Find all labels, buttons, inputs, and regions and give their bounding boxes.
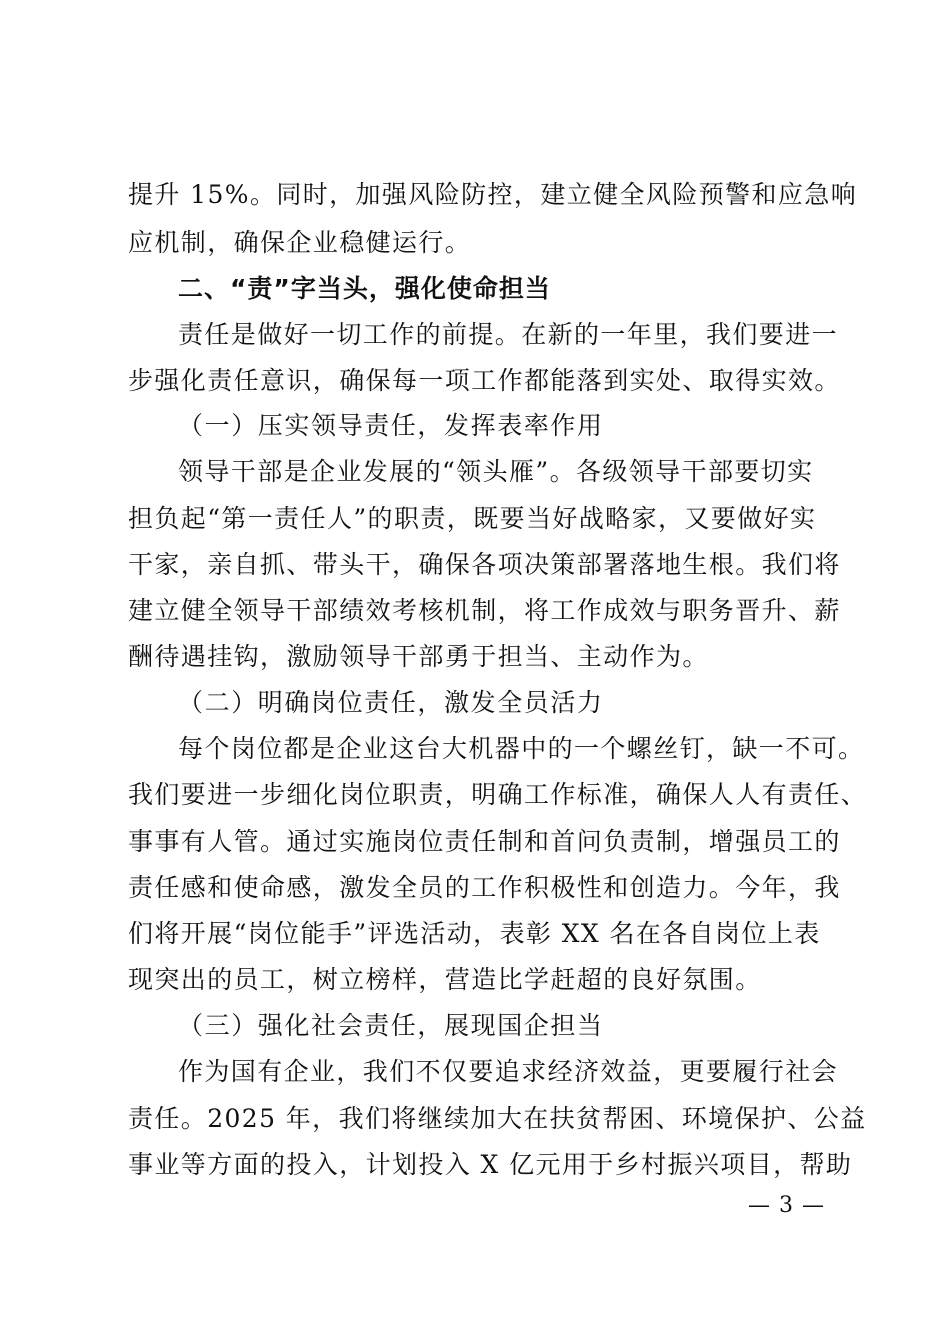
- body-text-line: 担负起“第一责任人”的职责，既要当好战略家，又要做好实: [128, 504, 817, 533]
- page-number: — 3 —: [748, 1193, 825, 1218]
- body-text-line: 责任感和使命感，激发全员的工作积极性和创造力。今年，我: [128, 873, 841, 902]
- subsection-heading: （一）压实领导责任，发挥表率作用: [178, 411, 604, 440]
- body-text-line: 事事有人管。通过实施岗位责任制和首问负责制，增强员工的: [128, 827, 841, 856]
- body-text-line: 责任是做好一切工作的前提。在新的一年里，我们要进一: [178, 320, 839, 349]
- body-text-line: 提升 15%。同时，加强风险防控，建立健全风险预警和应急响: [128, 180, 858, 209]
- body-text-line: 领导干部是企业发展的“领头雁”。各级领导干部要切实: [178, 457, 814, 486]
- body-text-line: 应机制，确保企业稳健运行。: [128, 228, 472, 257]
- subsection-heading: （三）强化社会责任，展现国企担当: [178, 1011, 604, 1040]
- subsection-heading: （二）明确岗位责任，激发全员活力: [178, 688, 604, 717]
- body-text-line: 建立健全领导干部绩效考核机制，将工作成效与职务晋升、薪: [128, 596, 841, 625]
- body-text-line: 们将开展“岗位能手”评选活动，表彰 XX 名在各自岗位上表: [128, 919, 821, 948]
- body-text-line: 作为国有企业，我们不仅要追求经济效益，更要履行社会: [178, 1057, 839, 1086]
- body-text-line: 责任。2025 年，我们将继续加大在扶贫帮困、环境保护、公益: [128, 1104, 867, 1133]
- section-heading: 二、“责”字当头，强化使命担当: [178, 274, 551, 303]
- body-text-line: 事业等方面的投入，计划投入 X 亿元用于乡村振兴项目，帮助: [128, 1150, 853, 1179]
- body-text-line: 每个岗位都是企业这台大机器中的一个螺丝钉，缺一不可。: [178, 734, 865, 763]
- body-text-line: 我们要进一步细化岗位职责，明确工作标准，确保人人有责任、: [128, 780, 868, 809]
- body-text-line: 酬待遇挂钩，激励领导干部勇于担当、主动作为。: [128, 642, 709, 671]
- body-text-line: 干家，亲自抓、带头干，确保各项决策部署落地生根。我们将: [128, 550, 841, 579]
- body-text-line: 步强化责任意识，确保每一项工作都能落到实处、取得实效。: [128, 366, 841, 395]
- body-text-line: 现突出的员工，树立榜样，营造比学赶超的良好氛围。: [128, 965, 762, 994]
